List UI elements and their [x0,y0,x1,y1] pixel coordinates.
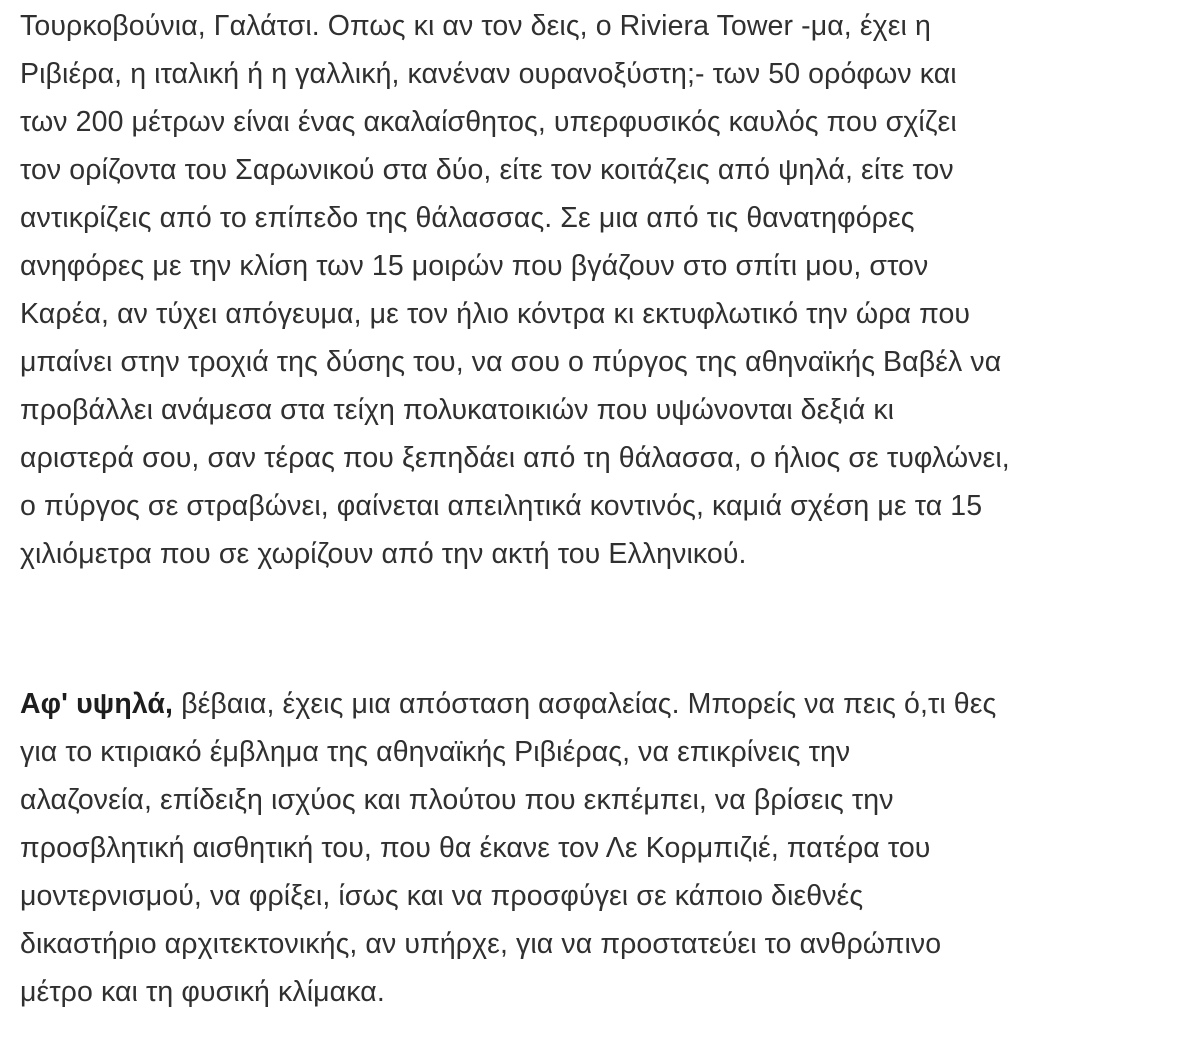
text-line: για το κτιριακό έμβλημα της αθηναϊκής Ριβιέρας, να επικρίνεις την [20,736,851,768]
text-line: Τουρκοβούνια, Γαλάτσι. Οπως κι αν τον δεις, ο Riviera Tower -μα, έχει η [20,10,931,42]
text-line: αριστερά σου, σαν τέρας που ξεπηδάει από τη θάλασσα, ο ήλιος σε τυφλώνει, [20,442,1010,474]
text-line: Ριβιέρα, η ιταλική ή η γαλλική, κανέναν ουρανοξύστη;- των 50 ορόφων και [20,58,957,90]
text-line: μπαίνει στην τροχιά της δύσης του, να σου ο πύργος της αθηναϊκής Βαβέλ να [20,346,1002,378]
bold-lead: Αφ' υψηλά, [20,688,174,720]
text-line: τον ορίζοντα του Σαρωνικού στα δύο, είτε τον κοιτάζεις από ψηλά, είτε τον [20,154,954,186]
text-line: προσβλητική αισθητική του, που θα έκανε τον Λε Κορμπιζιέ, πατέρα του [20,832,931,864]
text-line: των 200 μέτρων είναι ένας ακαλαίσθητος, υπερφυσικός καυλός που σχίζει [20,106,957,138]
text-line: Καρέα, αν τύχει απόγευμα, με τον ήλιο κόντρα κι εκτυφλωτικό την ώρα που [20,298,971,330]
text-line: αλαζονεία, επίδειξη ισχύος και πλούτου που εκπέμπει, να βρίσεις την [20,784,894,816]
text-line: χιλιόμετρα που σε χωρίζουν από την ακτή του Ελληνικού. [20,538,747,570]
text-line: δικαστήριο αρχιτεκτονικής, αν υπήρχε, για να προστατεύει το ανθρώπινο [20,928,942,960]
text-line: προβάλλει ανάμεσα στα τείχη πολυκατοικιών που υψώνονται δεξιά κι [20,394,895,426]
first-line-rest: βέβαια, έχεις μια απόσταση ασφαλείας. Μπορείς να πεις ό,τι θες [173,688,997,720]
text-line: μέτρο και τη φυσική κλίμακα. [20,976,385,1008]
paragraph-2 [20,680,996,1016]
text-line: ανηφόρες με την κλίση των 15 μοιρών που βγάζουν στο σπίτι μου, στον [20,250,929,282]
text-line: αντικρίζεις από το επίπεδο της θάλασσας. Σε μια από τις θανατηφόρες [20,202,915,234]
text-line [20,680,996,728]
text-line: ο πύργος σε στραβώνει, φαίνεται απειλητικά κοντινός, καμιά σχέση με τα 15 [20,490,983,522]
paragraph-1 [20,2,1010,578]
text-line: μοντερνισμού, να φρίξει, ίσως και να προσφύγει σε κάποιο διεθνές [20,880,864,912]
